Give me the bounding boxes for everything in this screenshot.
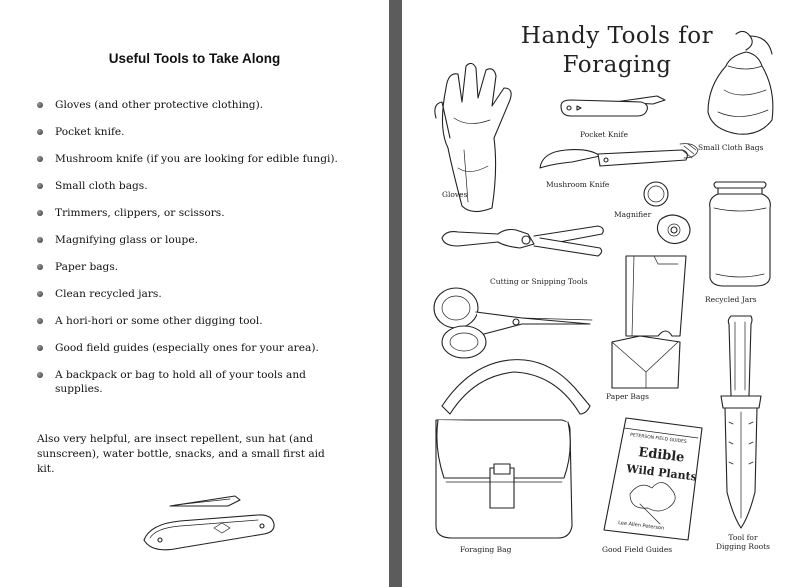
cloth-bag-icon bbox=[700, 30, 780, 140]
list-item bbox=[37, 99, 347, 113]
book-title-line-2: Wild Plants bbox=[625, 462, 698, 484]
list-item bbox=[37, 234, 347, 248]
list-item bbox=[37, 180, 347, 194]
bullet-icon bbox=[37, 291, 43, 297]
label-digging-tool bbox=[716, 533, 770, 551]
list-item-text: Mushroom knife (if you are looking for edible fungi). bbox=[55, 153, 338, 165]
foraging-bag-icon bbox=[430, 358, 595, 542]
list-item bbox=[37, 153, 347, 167]
list-item-text: Paper bags. bbox=[55, 261, 119, 273]
extra-note: Also very helpful, are insect repellent, sun hat (and sunscreen), water bottle, snacks, and a small first aid kit. bbox=[37, 433, 325, 475]
bullet-icon bbox=[37, 183, 43, 189]
book-author-text: Lee Allen Peterson bbox=[617, 520, 665, 532]
pocket-knife-icon bbox=[557, 92, 667, 122]
label-cloth-bags: Small Cloth Bags bbox=[698, 143, 764, 152]
bullet-icon bbox=[37, 129, 43, 135]
pocket-knife-illustration bbox=[140, 488, 280, 558]
bullet-icon bbox=[37, 264, 43, 270]
tool-list bbox=[37, 99, 347, 410]
digging-tool-icon bbox=[717, 312, 765, 532]
list-item bbox=[37, 369, 347, 396]
bullet-icon bbox=[37, 156, 43, 162]
label-paper-bags: Paper Bags bbox=[606, 392, 650, 401]
list-item bbox=[37, 207, 347, 221]
label-jars: Recycled Jars bbox=[705, 295, 757, 304]
bullet-icon bbox=[37, 102, 43, 108]
title-line-1: Handy Tools for bbox=[520, 23, 714, 49]
label-pocket-knife: Pocket Knife bbox=[580, 130, 628, 139]
label-cutting-tools: Cutting or Snipping Tools bbox=[490, 277, 588, 286]
bullet-icon bbox=[37, 210, 43, 216]
label-mushroom-knife: Mushroom Knife bbox=[546, 180, 610, 189]
list-item-text: Gloves (and other protective clothing). bbox=[55, 99, 264, 111]
label-foraging-bag: Foraging Bag bbox=[460, 545, 512, 554]
label-digging-tool-line-1: Tool for bbox=[728, 533, 758, 542]
bullet-icon bbox=[37, 372, 43, 378]
bullet-icon bbox=[37, 318, 43, 324]
right-page bbox=[402, 0, 794, 587]
label-field-guides: Good Field Guides bbox=[602, 545, 673, 554]
paper-bag-icon bbox=[606, 252, 690, 392]
list-item bbox=[37, 261, 347, 275]
label-gloves: Gloves bbox=[442, 190, 468, 199]
label-magnifier: Magnifier bbox=[614, 210, 652, 219]
field-guide-icon bbox=[600, 414, 706, 544]
list-item bbox=[37, 288, 347, 302]
list-item bbox=[37, 342, 347, 356]
scissors-icon bbox=[430, 282, 600, 362]
list-item-text: Good field guides (especially ones for your area). bbox=[55, 342, 319, 354]
jar-icon bbox=[704, 178, 776, 290]
list-item-text: Clean recycled jars. bbox=[55, 288, 162, 300]
list-item bbox=[37, 315, 347, 329]
mushroom-knife-icon bbox=[532, 140, 702, 180]
label-digging-tool-line-2: Digging Roots bbox=[716, 542, 770, 551]
list-item bbox=[37, 126, 347, 140]
list-item-text: Pocket knife. bbox=[55, 126, 125, 138]
right-page-title bbox=[502, 22, 732, 80]
shears-icon bbox=[438, 216, 608, 266]
left-page-title: Useful Tools to Take Along bbox=[108, 51, 281, 66]
left-page bbox=[0, 0, 389, 587]
book-title-line-1: Edible bbox=[637, 445, 686, 466]
title-line-2: Foraging bbox=[562, 52, 672, 78]
bullet-icon bbox=[37, 345, 43, 351]
book-series-text: PETERSON FIELD GUIDES bbox=[629, 433, 687, 445]
list-item-text: A hori-hori or some other digging tool. bbox=[55, 315, 263, 327]
list-item-text: Magnifying glass or loupe. bbox=[55, 234, 198, 246]
bullet-icon bbox=[37, 237, 43, 243]
list-item-text: Small cloth bags. bbox=[55, 180, 148, 192]
list-item-text: A backpack or bag to hold all of your tools and supplies. bbox=[55, 369, 306, 395]
list-item-text: Trimmers, clippers, or scissors. bbox=[55, 207, 225, 219]
